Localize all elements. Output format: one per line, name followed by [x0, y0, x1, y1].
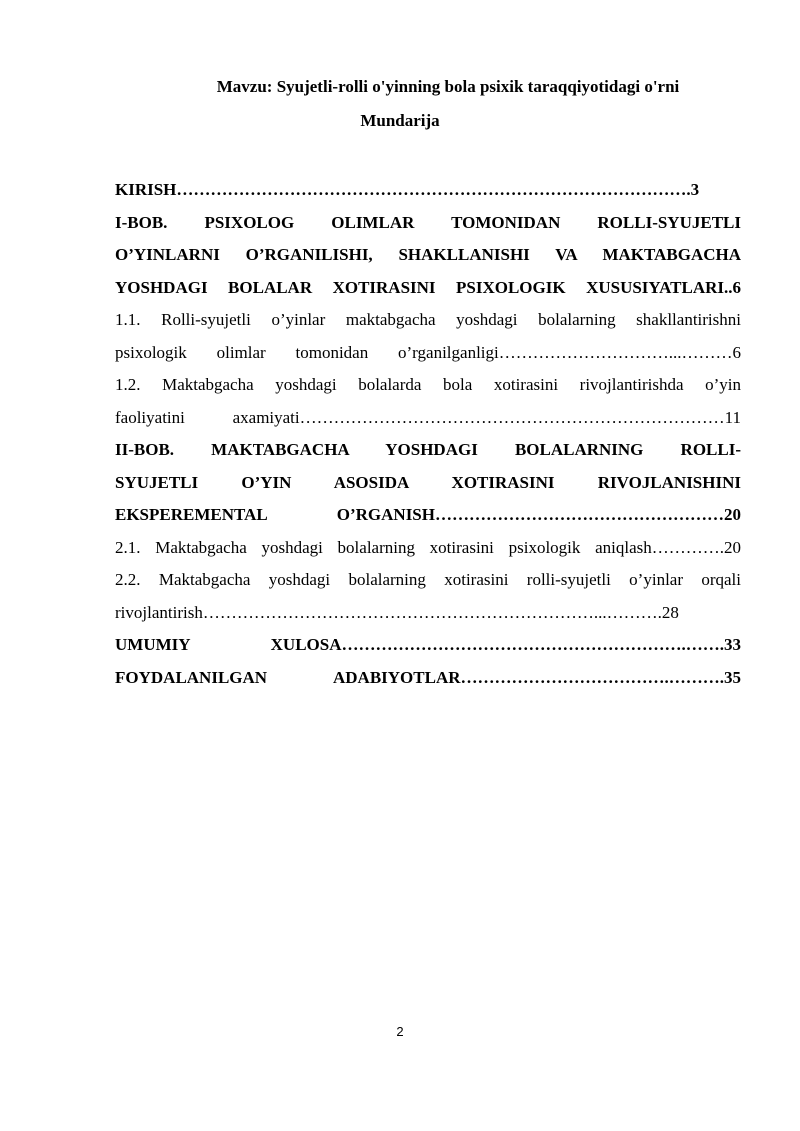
toc-entry-line: UMUMIY XULOSA…………………………………………………….…….33	[115, 635, 741, 654]
toc-entry-line: II-BOB. MAKTABGACHA YOSHDAGI BOLALARNING ROLLI-	[115, 440, 741, 459]
toc-entry-line: rivojlantirish……………………………………………………………...……….28	[115, 602, 679, 622]
toc-entry-line: KIRISH……………………………………………………………………………….3	[115, 180, 700, 199]
toc-entry-line: FOYDALANILGAN ADABIYOTLAR……………………………….……….35	[115, 667, 741, 687]
toc-entry	[115, 207, 741, 305]
toc-entry-line: 2.1. Maktabgacha yoshdagi bolalarning xotirasini psixologik aniqlash………….20	[115, 537, 741, 557]
toc-entry-line: EKSPEREMENTAL O’RGANISH……………………………………………20	[115, 505, 741, 524]
toc-entry	[115, 532, 741, 565]
toc-entry-line: YOSHDAGI BOLALAR XOTIRASINI PSIXOLOGIK XUSUSIYATLARI..6	[115, 277, 741, 297]
toc-entry	[115, 369, 741, 434]
toc-entry	[115, 434, 741, 532]
toc-entry-line: 1.2. Maktabgacha yoshdagi bolalarda bola xotirasini rivojlantirishda o’yin	[115, 375, 741, 394]
toc-entry-line: psixologik olimlar tomonidan o’rganilganligi…………………………...………6	[115, 342, 741, 362]
toc-entry	[115, 174, 741, 207]
toc-entry	[115, 662, 741, 695]
toc-entry-line: faoliyatini axamiyati…………………………………………………………………11	[115, 407, 741, 427]
toc-entry-line: O’YINLARNI O’RGANILISHI, SHAKLLANISHI VA MAKTABGACHA	[115, 245, 741, 264]
toc-entry	[115, 564, 741, 629]
toc-entry-line: SYUJETLI O’YIN ASOSIDA XOTIRASINI RIVOJLANISHINI	[115, 472, 741, 492]
table-of-contents	[115, 174, 741, 694]
toc-entry-line: 2.2. Maktabgacha yoshdagi bolalarning xotirasini rolli-syujetli o’yinlar orqali	[115, 570, 741, 589]
toc-entry-line: I-BOB. PSIXOLOG OLIMLAR TOMONIDAN ROLLI-SYUJETLI	[115, 212, 741, 232]
contents-title: Mundarija	[360, 111, 440, 130]
page-number: 2	[396, 1024, 404, 1039]
toc-entry-line: 1.1. Rolli-syujetli o’yinlar maktabgacha yoshdagi bolalarning shakllantirishni	[115, 310, 741, 329]
toc-entry	[115, 304, 741, 369]
document-topic: Mavzu: Syujetli-rolli o'yinning bola psixik taraqqiyotidagi o'rni	[216, 77, 680, 96]
toc-entry	[115, 629, 741, 662]
